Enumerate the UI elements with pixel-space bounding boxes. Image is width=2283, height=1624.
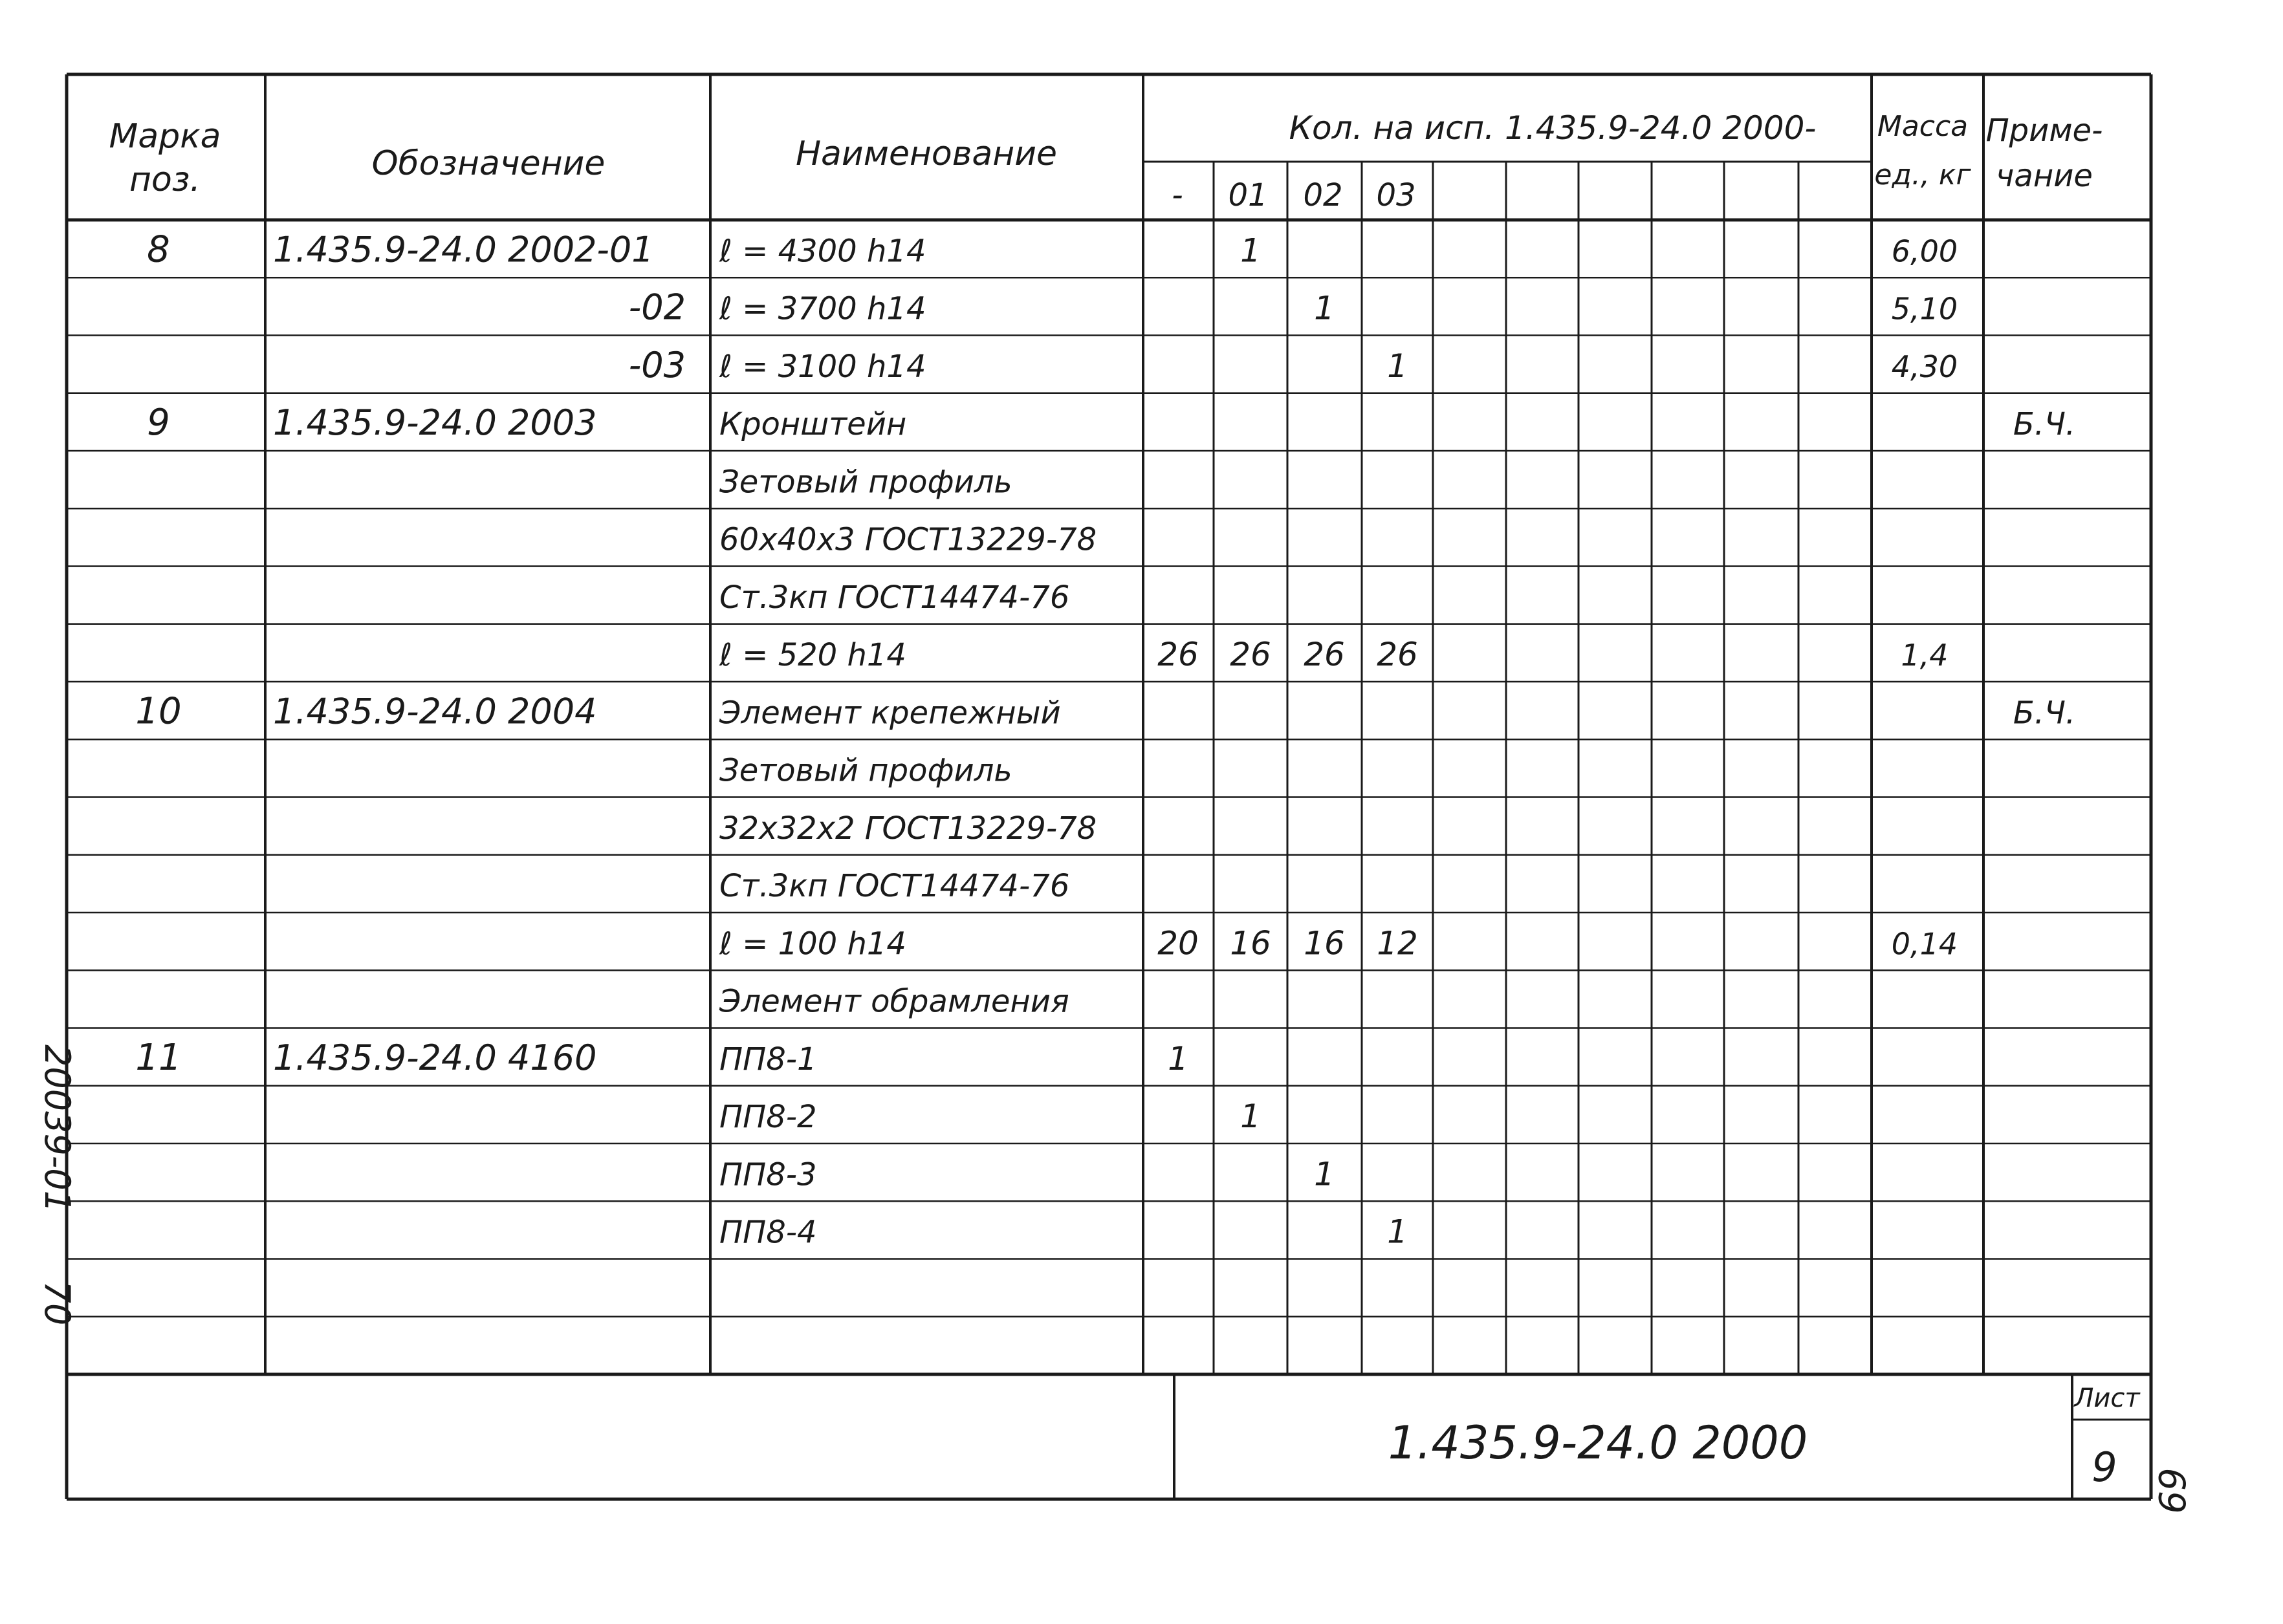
row-name: 60x40x3 ГОСТ13229-78 — [719, 521, 1097, 558]
row-qty-0: 26 — [1157, 636, 1199, 674]
row-name: ℓ = 100 h14 — [719, 926, 906, 962]
header-variant-03: 03 — [1376, 177, 1416, 213]
header-variant-02: 02 — [1303, 177, 1343, 213]
row-name: Зетовый профиль — [719, 752, 1012, 789]
title-block — [1388, 1383, 2141, 1491]
row-mass: 4,30 — [1891, 349, 1958, 384]
row-qty-3: 1 — [1387, 347, 1408, 385]
row-name: ПП8-2 — [719, 1099, 817, 1136]
header-qty: Кол. на исп. 1.435.9-24.0 2000- — [1289, 109, 1817, 147]
row-name: ℓ = 3100 h14 — [719, 348, 926, 385]
row-designation: 1.435.9-24.0 4160 — [273, 1037, 597, 1078]
row-qty-2: 1 — [1314, 1155, 1335, 1193]
row-name: Ст.3кп ГОСТ14474-76 — [719, 579, 1070, 616]
row-qty-1: 1 — [1240, 1098, 1261, 1136]
row-qty-3: 12 — [1377, 924, 1418, 962]
row-name: ПП8-3 — [719, 1156, 817, 1193]
row-name: ПП8-4 — [719, 1214, 817, 1251]
row-mark: 9 — [147, 402, 170, 444]
row-qty-0: 20 — [1157, 924, 1199, 962]
row-name: Зетовый профиль — [719, 464, 1012, 501]
header-mass-line2: ед., кг — [1874, 158, 1971, 191]
row-qty-3: 26 — [1377, 636, 1418, 674]
row-note: Б.Ч. — [2013, 695, 2076, 731]
row-mass: 0,14 — [1891, 926, 1958, 962]
row-qty-2: 16 — [1304, 924, 1345, 962]
header-mark-line2: поз. — [129, 160, 201, 199]
row-mark: 8 — [147, 228, 170, 271]
row-qty-0: 1 — [1168, 1039, 1188, 1077]
sheet-number: 9 — [2092, 1444, 2117, 1491]
margin-left-page: 70 — [37, 1281, 78, 1326]
row-qty-1: 16 — [1230, 924, 1271, 962]
header-note-line2: чание — [1996, 158, 2093, 194]
row-designation: 1.435.9-24.0 2002-01 — [273, 229, 654, 270]
title-block-code: 1.435.9-24.0 2000 — [1388, 1416, 1808, 1469]
row-mass: 5,10 — [1891, 291, 1958, 327]
margin-left-code: 20039-01 — [37, 1045, 78, 1213]
table-grid — [67, 74, 2151, 1499]
row-mass: 6,00 — [1891, 233, 1958, 269]
row-name: ПП8-1 — [719, 1041, 817, 1077]
row-designation: -03 — [628, 344, 686, 385]
row-mass: 1,4 — [1901, 638, 1949, 673]
row-designation: 1.435.9-24.0 2004 — [273, 691, 597, 732]
row-qty-1: 26 — [1230, 636, 1271, 674]
row-qty-1: 1 — [1240, 232, 1261, 270]
header-name: Наименование — [795, 135, 1058, 173]
row-name: ℓ = 3700 h14 — [719, 290, 926, 327]
row-mark: 11 — [135, 1036, 182, 1079]
row-qty-2: 26 — [1304, 636, 1345, 674]
row-designation: 1.435.9-24.0 2003 — [273, 402, 597, 444]
row-mark: 10 — [135, 690, 182, 733]
margin-right-page: 69 — [2152, 1467, 2194, 1514]
row-name: Кронштейн — [719, 406, 907, 443]
row-name: ℓ = 520 h14 — [719, 637, 906, 674]
header-variant-base: - — [1172, 177, 1183, 213]
row-qty-2: 1 — [1314, 289, 1335, 327]
header-variant-01: 01 — [1228, 177, 1268, 213]
row-name: Элемент крепежный — [719, 695, 1061, 731]
row-name: 32x32x2 ГОСТ13229-78 — [719, 810, 1097, 847]
header-mass-line1: Масса — [1877, 110, 1969, 143]
header-mark-line1: Марка — [109, 117, 221, 156]
row-name: Элемент обрамления — [719, 983, 1069, 1020]
row-name: ℓ = 4300 h14 — [719, 233, 926, 270]
row-designation: -02 — [628, 287, 686, 328]
row-note: Б.Ч. — [2013, 406, 2076, 443]
sheet-label: Лист — [2074, 1383, 2140, 1413]
row-qty-3: 1 — [1387, 1213, 1408, 1251]
row-name: Ст.3кп ГОСТ14474-76 — [719, 868, 1070, 905]
header-designation: Обозначение — [371, 144, 606, 183]
header-note-line1: Приме- — [1985, 113, 2103, 149]
